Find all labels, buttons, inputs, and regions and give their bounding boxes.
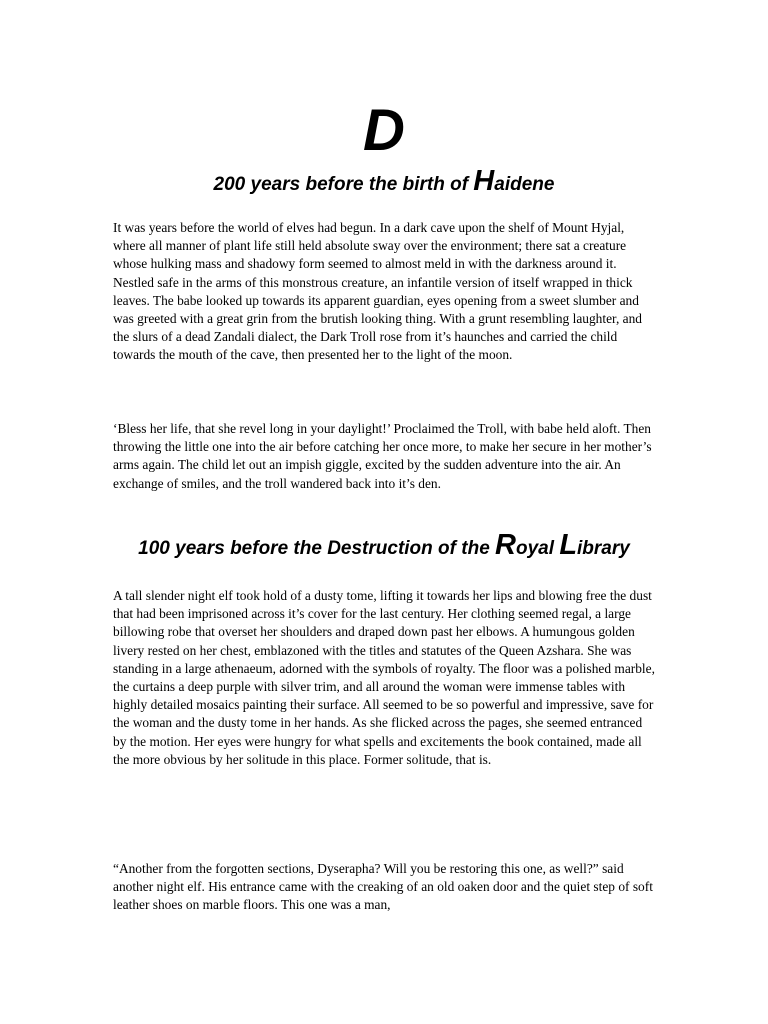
paragraph-dyserapha-dialogue: “Another from the forgotten sections, Dyserapha? Will you be restoring this one, as well?” said another night elf. His entrance came with the creaking of an old oaken door and the quiet step of soft leather shoes on marble floors. This one was a man, [113,861,653,913]
paragraph-night-elf-tome: A tall slender night elf took hold of a dusty tome, lifting it towards her lips and blowing free the dust that had been imprisoned across it’s cover for the last century. Her clothing seemed regal, a large billowing robe that overset her shoulders and draped down past her elbows. A humungous golden livery rested on her chest, emblazoned with the titles and statutes of the Queen Azshara. She was standing in a large athenaeum, adorned with the symbols of royalty. The floor was a polished marble, the curtains a deep purple with silver trim, and all around the woman were immense tables with highly detailed mosaics painting their surface. All seemed to be so powerful and impressive, save for the woman and the dusty tome in her hands. As she flicked across the pages, she seemed entranced by the motion. Her eyes were hungry for what spells and excitements the book contained, made all the more obvious by her solitude in this place. Former solitude, that is. [113,588,655,767]
section-heading-haidene [0,166,768,200]
heading-text: ibrary [577,538,630,559]
paragraph-troll-blessing: ‘Bless her life, that she revel long in your daylight!’ Proclaimed the Troll, with babe held aloft. Then throwing the little one into the air before catching her once more, to make her secure in her mother’s arms again. The child let out an impish giggle, excited by the sudden adventure into the air. An exchange of smiles, and the troll wandered back into it’s den. [113,421,652,491]
heading-capital: L [559,529,578,561]
paragraph-troll-cave: It was years before the world of elves had begun. In a dark cave upon the shelf of Mount Hyjal, where all manner of plant life still held absolute sway over the environment; there sat a creature whose hulking mass and shadowy form seemed to almost meld in with the darkness around it. Nestled safe in the arms of this monstrous creature, an infantile version of itself wrapped in thick leaves. The babe looked up towards its apparent guardian, eyes opening from a sweet slumber and was greeted with a great grin from the brutish looking thing. With a grunt resembling laughter, and the slurs of a dead Zandali dialect, the Dark Troll rose from it’s haunches and carried the child towards the mouth of the cave, then presented her to the light of the moon. [113,220,642,363]
heading-text: 100 years before the Destruction of the [138,538,496,559]
heading-text: 200 years before the birth of [213,174,474,195]
heading-text: oyal [516,538,560,559]
drop-cap-letter: D [363,98,405,163]
section-heading-royal-library [0,530,768,564]
heading-capital: H [473,165,495,197]
heading-text: aidene [494,174,555,195]
heading-capital: R [495,529,516,561]
